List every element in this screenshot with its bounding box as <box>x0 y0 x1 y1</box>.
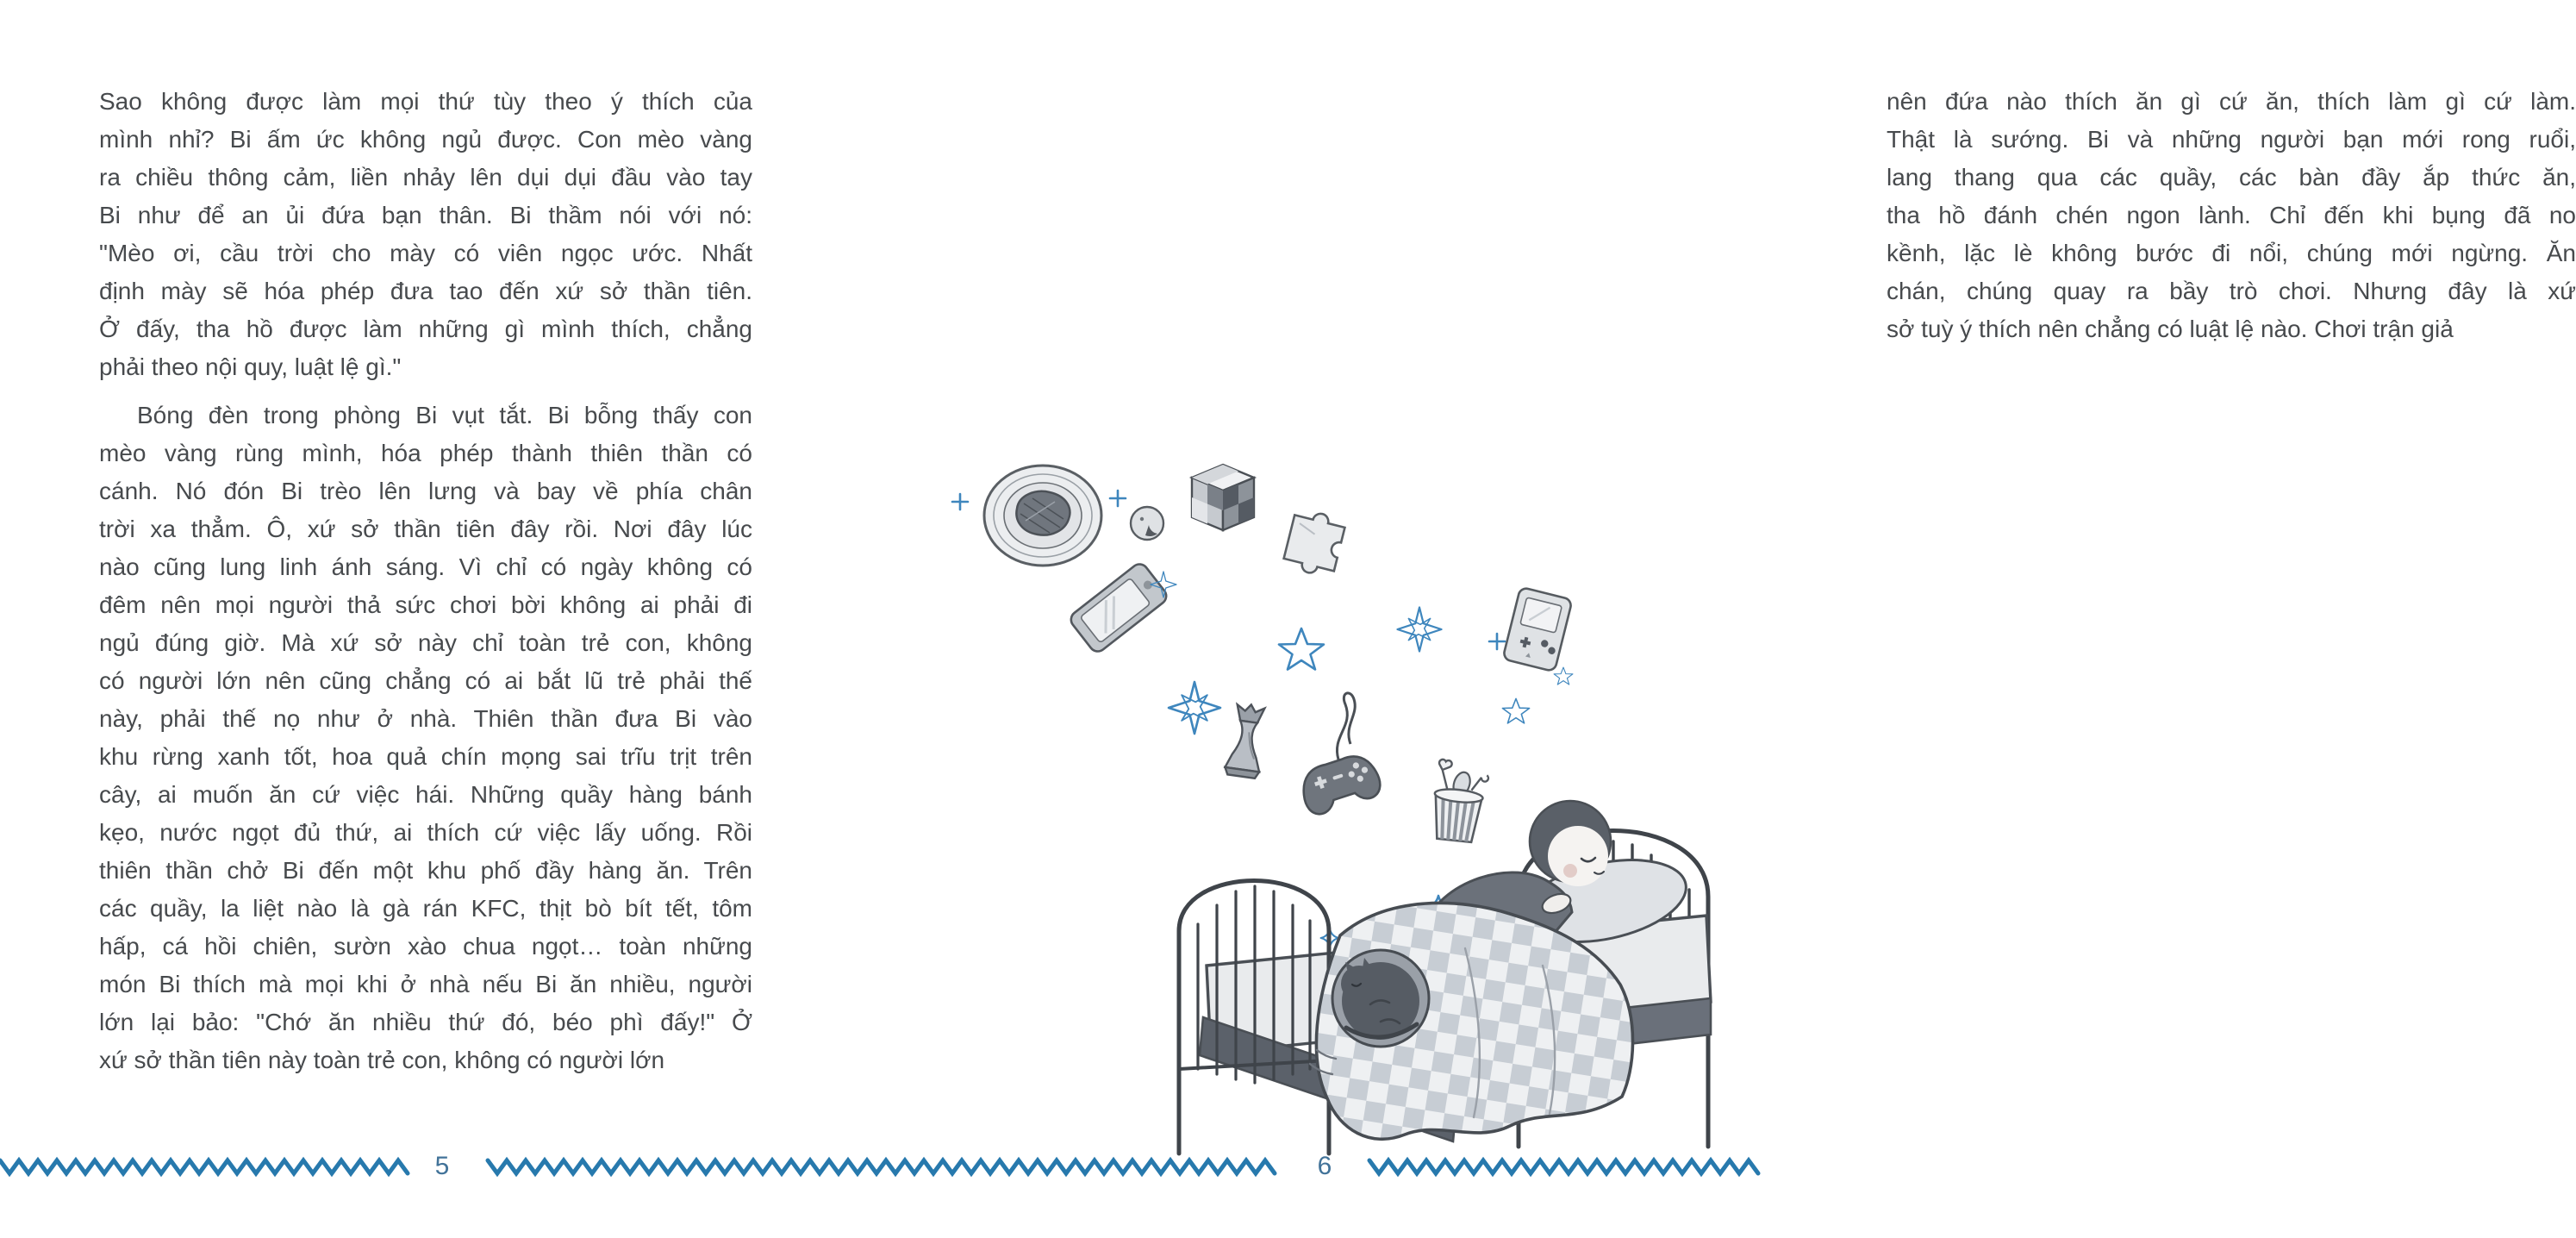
five-point-star-icon <box>1502 698 1529 723</box>
left-page <box>0 0 883 1238</box>
text-line: mèo vàng rùng mình, hóa phép thành thiên thần có <box>99 440 752 466</box>
page-number-left: 5 <box>434 1152 450 1180</box>
text-line: ra chiều thông cảm, liền nhảy lên dụi dụi đầu vào tay <box>99 164 752 191</box>
plus-sparkle-icon <box>1110 491 1126 506</box>
star-burst-icon <box>1169 682 1220 734</box>
text-line: định mày sẽ hóa phép đưa tao đến xứ sở thần tiên. <box>99 278 752 304</box>
text-line: phải theo nội quy, luật lệ gì." <box>99 353 402 380</box>
story-text-left <box>99 83 752 1079</box>
text-line: lang thang qua các quầy, các bàn đầy ắp thức ăn, <box>1887 164 2576 191</box>
text-line: Thật là sướng. Bi và những người bạn mới rong ruổi, <box>1887 126 2576 153</box>
dream-illustration <box>905 466 1767 1164</box>
cookie-icon <box>1131 507 1163 540</box>
text-line: các quầy, la liệt nào là gà rán KFC, thịt bò bít tết, tôm <box>99 895 752 922</box>
boy-face <box>1548 826 1608 886</box>
text-line: Bi như để an ủi đứa bạn thân. Bi thầm nói với nó: <box>99 202 752 228</box>
text-line: này, phải thế nọ như ở nhà. Thiên thần đưa Bi vào <box>99 705 752 732</box>
text-line: có người lớn nên cũng chẳng có ai bắt lũ trẻ phải thế <box>99 667 752 694</box>
game-controller-icon <box>1296 693 1384 817</box>
text-line: sở tuỳ ý thích nên chẳng có luật lệ nào. Chơi trận giả <box>1887 316 2454 342</box>
text-line: đêm nên mọi người thả sức chơi bời không ai phải đi <box>99 591 752 618</box>
text-line: lớn lại bảo: "Chớ ăn nhiều thứ đó, béo phì đấy!" Ở <box>99 1009 752 1035</box>
five-point-star-icon <box>1554 667 1573 685</box>
text-line: tha hồ đánh chén ngon lành. Chỉ đến khi bụng đã no <box>1887 202 2576 228</box>
steak-plate-icon <box>984 466 1101 566</box>
bed-illustration <box>1179 801 1711 1154</box>
page-number-right: 6 <box>1317 1152 1332 1180</box>
smartphone-icon <box>1068 560 1169 654</box>
text-line: khu rừng xanh tốt, hoa quả chín mọng sai trĩu trịt trên <box>99 743 752 770</box>
controller-cord <box>1337 693 1355 760</box>
star-burst-icon <box>1398 608 1442 652</box>
plus-sparkle-icon <box>952 494 968 510</box>
plus-sparkle-icon <box>1489 634 1505 649</box>
paragraph <box>1887 83 2576 348</box>
text-line: kềnh, lặc lè không bước đi nổi, chúng mới ngừng. Ăn <box>1887 240 2576 266</box>
text-line: cánh. Nó đón Bi trèo lên lưng và bay về phía chân <box>99 478 752 504</box>
footer-zigzag-divider <box>0 1147 1765 1190</box>
text-line: xứ sở thần tiên này toàn trẻ con, không có người lớn <box>99 1047 665 1073</box>
text-line: ngủ đúng giờ. Mà xứ sở này chỉ toàn trẻ con, không <box>99 629 752 656</box>
text-line: "Mèo ơi, cầu trời cho mày có viên ngọc ước. Nhất <box>99 240 752 266</box>
text-line: trời xa thẳm. Ô, xứ sở thần tiên đây rồi. Nơi đây lúc <box>99 516 752 542</box>
puzzle-piece-icon <box>1282 508 1346 578</box>
paragraph <box>99 83 752 386</box>
chicken-bucket-icon <box>1430 759 1489 843</box>
story-text-right <box>1887 83 2576 348</box>
text-line: Sao không được làm mọi thứ tùy theo ý thích của <box>99 88 752 115</box>
text-line: kẹo, nước ngọt đủ thứ, ai thích cứ việc lấy uống. Rồi <box>99 819 752 846</box>
text-line: chán, chúng quay ra bầy trò chơi. Nhưng đây là xứ <box>1887 278 2576 304</box>
text-line: hấp, cá hồi chiên, sườn xào chua ngọt… toàn những <box>99 933 752 960</box>
text-line: cây, ai muốn ăn cứ việc hái. Những quầy hàng bánh <box>99 781 752 808</box>
chess-piece-icon <box>1224 703 1268 779</box>
handheld-console-icon <box>1503 587 1573 672</box>
text-line: mình nhỉ? Bi ấm ức không ngủ được. Con mèo vàng <box>99 126 752 153</box>
text-line: Bóng đèn trong phòng Bi vụt tắt. Bi bỗng thấy con <box>137 402 752 428</box>
text-line: nào cũng lung linh ánh sáng. Vì chỉ có ngày không có <box>99 553 752 580</box>
text-line: nên đứa nào thích ăn gì cứ ăn, thích làm gì cứ làm. <box>1887 88 2576 115</box>
paragraph <box>99 397 752 1079</box>
blush <box>1563 864 1577 878</box>
text-line: thiên thần chở Bi đến một khu phố đầy hàng ăn. Trên <box>99 857 752 884</box>
five-point-star-icon <box>1279 628 1324 670</box>
text-line: món Bi thích mà mọi khi ở nhà nếu Bi ăn nhiều, người <box>99 971 752 997</box>
text-line: Ở đấy, tha hồ được làm những gì mình thích, chẳng <box>99 316 752 342</box>
rubiks-cube-icon <box>1192 465 1254 530</box>
